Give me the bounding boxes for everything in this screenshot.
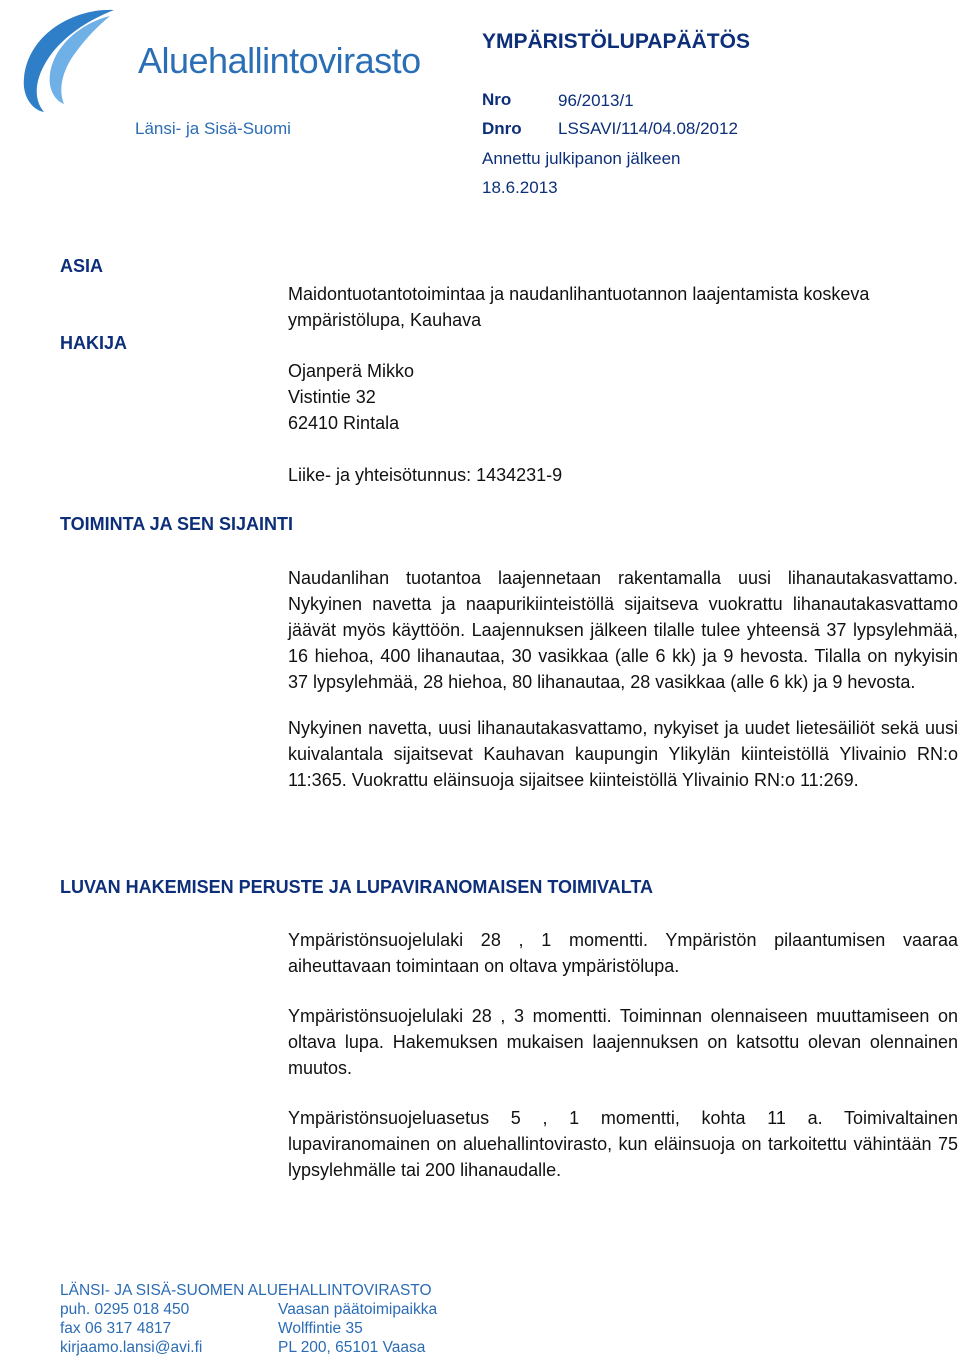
luvan-text: [288, 927, 958, 1183]
nro-label: Nro: [482, 90, 512, 109]
footer-org: LÄNSI- JA SISÄ-SUOMEN ALUEHALLINTOVIRASTO: [60, 1282, 432, 1299]
footer-phone: puh. 0295 018 450: [60, 1301, 190, 1318]
hakija-business-id: Liike- ja yhteisötunnus: 1434231-9: [288, 465, 563, 485]
hakija-name: Ojanperä Mikko: [288, 361, 415, 381]
footer-street: Wolffintie 35: [278, 1320, 363, 1337]
luvan-paragraph-3: Ympäristönsuojeluasetus 5 , 1 momentti, kohta 11 a. Toimivaltainen lupaviranomainen on aluehallintovirasto, kun eläinsuoja on tarkoitettu vähintään 75 lypsylehmälle tai 200 lihanaudalle.: [288, 1108, 958, 1180]
document-type-title: YMPÄRISTÖLUPAPÄÄTÖS: [482, 30, 750, 53]
hakija-address: [288, 358, 958, 436]
asia-heading: ASIA: [60, 256, 104, 276]
luvan-paragraph-2: Ympäristönsuojelulaki 28 , 3 momentti. Toiminnan olennaiseen muuttamiseen on oltava lupa. Hakemuksen mukaisen laajennuksen on katsottu olevan olennainen muutos.: [288, 1006, 958, 1078]
asia-paragraph: Maidontuotantotoimintaa ja naudanlihantuotannon laajentamista koskeva ympäristölupa, Kauhava: [288, 284, 870, 330]
published-note: Annettu julkipanon jälkeen: [482, 149, 681, 168]
logo-swoosh-icon: [14, 4, 134, 116]
luvan-paragraph-1: Ympäristönsuojelulaki 28 , 1 momentti. Ympäristön pilaantumisen vaaraa aiheuttavaan toimintaan on oltava ympäristölupa.: [288, 930, 958, 976]
footer-fax: fax 06 317 4817: [60, 1320, 172, 1337]
toiminta-text: [288, 565, 958, 793]
nro-value: 96/2013/1: [558, 91, 634, 110]
logo-wordmark: Aluehallintovirasto: [138, 40, 421, 81]
asia-text: [288, 281, 958, 333]
region-label: Länsi- ja Sisä-Suomi: [135, 119, 291, 138]
footer-address: [278, 1300, 437, 1357]
dnro-label: Dnro: [482, 119, 522, 138]
footer-email[interactable]: kirjaamo.lansi@avi.fi: [60, 1339, 203, 1356]
footer-po: PL 200, 65101 Vaasa: [278, 1339, 426, 1356]
decision-date: 18.6.2013: [482, 178, 558, 197]
hakija-city: 62410 Rintala: [288, 413, 400, 433]
footer-office: Vaasan päätoimipaikka: [278, 1301, 438, 1318]
dnro-value: LSSAVI/114/04.08/2012: [558, 119, 738, 138]
hakija-street: Vistintie 32: [288, 387, 376, 407]
toiminta-paragraph-2: Nykyinen navetta, uusi lihanautakasvattamo, nykyiset ja uudet lietesäiliöt sekä uusi kuivalantala sijaitsevat Kauhavan kaupungin Ylikylän kiinteistöllä Ylivainio RN:o 11:365. Vuokrattu eläinsuoja sijaitsee kiinteistöllä Ylivainio RN:o 11:269.: [288, 718, 958, 790]
toiminta-heading: TOIMINTA JA SEN SIJAINTI: [60, 514, 294, 534]
hakija-heading: HAKIJA: [60, 333, 128, 353]
toiminta-paragraph-1: Naudanlihan tuotantoa laajennetaan rakentamalla uusi lihanautakasvattamo. Nykyinen navetta ja naapurikiinteistöllä sijaitseva vuokrattu lihanautakasvattamo jäävät myös käyttöön. Laajennuksen jälkeen tilalle tulee yhteensä 37 lypsylehmää, 16 hiehoa, 400 lihanautaa, 30 vasikkaa (alle 6 kk) ja 9 hevosta. Tilalla on nykyisin 37 lypsylehmää, 28 hiehoa, 80 lihanautaa, 28 vasikkaa (alle 6 kk) ja 9 hevosta.: [288, 568, 958, 692]
luvan-heading: LUVAN HAKEMISEN PERUSTE JA LUPAVIRANOMAISEN TOIMIVALTA: [60, 877, 654, 897]
